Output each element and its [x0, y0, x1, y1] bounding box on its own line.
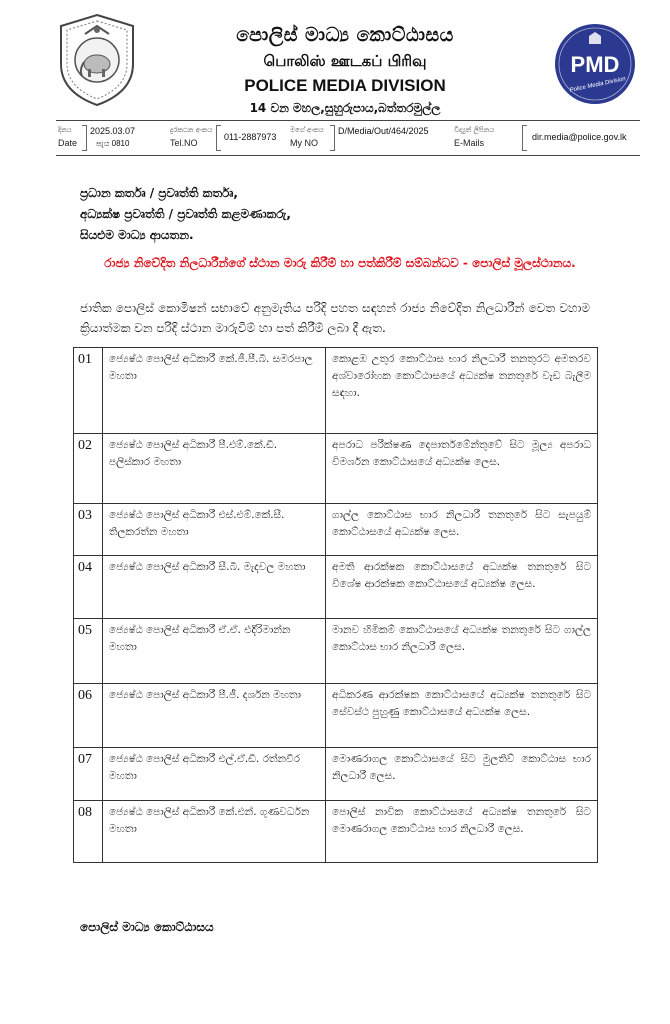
row-number: 01 — [74, 348, 103, 434]
table-row — [74, 348, 598, 434]
assignment-text: ගාල්ල කොට්ඨාස භාර නිලධාරී තනතුරේ සිට සැපයුම් කොට්ඨාසයේ අධ්‍යක්ෂ ලෙස. — [326, 504, 598, 556]
bracket-icon — [216, 125, 221, 151]
officer-name: ජ්‍යෙෂ්ඨ පොලිස් අධිකාරී එල්.ඒ.ඩී. රත්නවීර මහතා — [103, 748, 326, 801]
officer-name: ජ්‍යෙෂ්ඨ පොලිස් අධිකාරී සී.බී. මැදවල මහතා — [103, 556, 326, 619]
row-number: 08 — [74, 801, 103, 863]
table-row — [74, 556, 598, 619]
date-value: 2025.03.07 — [90, 126, 136, 136]
bracket-icon — [82, 125, 87, 151]
table-row — [74, 748, 598, 801]
bracket-icon — [330, 125, 335, 151]
row-number: 03 — [74, 504, 103, 556]
reference-info-bar — [56, 120, 640, 156]
email-label: විද්‍යුත් ලිපිනය E-Mails — [454, 126, 495, 148]
pmd-logo-text: PMD — [570, 52, 620, 77]
email-value: dir.media@police.gov.lk — [532, 132, 627, 142]
table-row — [74, 434, 598, 504]
table-row — [74, 619, 598, 684]
row-number: 07 — [74, 748, 103, 801]
table-row — [74, 684, 598, 748]
row-number: 06 — [74, 684, 103, 748]
pmd-logo — [553, 22, 637, 106]
time-value: පැය 0810 — [96, 139, 130, 148]
assignment-text: මානව හිමිකම් කොට්ඨාසයේ අධ්‍යක්ෂ තනතුරේ සිට ගාල්ල කොට්ඨාස භාර නිලධාරී ලෙස. — [326, 619, 598, 684]
transfers-table — [73, 347, 598, 863]
addressee-block — [80, 183, 291, 246]
table-row — [74, 801, 598, 863]
addressee-line: සියළුම මාධ්‍ය ආයතන. — [80, 228, 194, 242]
footer-signature: පොලිස් මාධ්‍ය කොට්ඨාසය — [80, 920, 214, 934]
row-number: 02 — [74, 434, 103, 504]
officer-name: ජ්‍යෙෂ්ඨ පොලිස් අධිකාරී කේ.ජී.පී.බී. සමරපාල මහතා — [103, 348, 326, 434]
tel-label: දුරකථන අංකය Tel.NO — [170, 126, 213, 148]
my-no-value: D/Media/Out/464/2025 — [338, 126, 429, 136]
tel-value: 011-2887973 — [224, 132, 277, 142]
officer-name: ජ්‍යෙෂ්ඨ පොලිස් අධිකාරී ඒ.ඒ. එදිරිමාන්න මහතා — [103, 619, 326, 684]
pmd-logo-subtext: Police Media Division — [569, 76, 627, 94]
table-row — [74, 504, 598, 556]
assignment-text: අමති ආරක්ෂක කොට්ඨාසයේ අධ්‍යක්ෂ තනතුරේ සිට විශේෂ ආරක්ෂක කොට්ඨාසයේ අධ්‍යක්ෂ ලෙස. — [326, 556, 598, 619]
assignment-text: මොණරාගල කොට්ඨාසයේ සිට මුලතිව් කොට්ඨාස භාර නිලධාරී ලෙස. — [326, 748, 598, 801]
title-sinhala: පොලිස් මාධ්‍ය කොට්ඨාසය — [236, 24, 454, 46]
officer-name: ජ්‍යෙෂ්ඨ පොලිස් අධිකාරී පී.ජී. දර්ශන මහතා — [103, 684, 326, 748]
officer-name: ජ්‍යෙෂ්ඨ පොලිස් අධිකාරී පී.එම්.කේ.ඩී. පලිස්කාර මහතා — [103, 434, 326, 504]
bracket-icon — [522, 125, 527, 151]
addressee-line: අධ්‍යක්ෂ ප්‍රවෘත්ති / ප්‍රවෘත්ති කළමණාකරු, — [80, 207, 291, 221]
assignment-text: අධිකරණ ආරක්ෂක කොට්ඨාසයේ අධ්‍යක්ෂ තනතුරේ සිට සේවස්ථ පුහුණු කොට්ඨාසයේ අධ්‍යක්ෂ ලෙස. — [326, 684, 598, 748]
officer-name: ජ්‍යෙෂ්ඨ පොලිස් අධිකාරී එස්.එම්.කේ.සී. තිලකරත්න මහතා — [103, 504, 326, 556]
police-emblem — [55, 12, 139, 108]
letterhead-titles — [150, 22, 540, 116]
assignment-text: කොළඹ උතුර කොට්ඨාස භාර නිලධාරී තනතුරට අමතරව අශ්වාරෝහක කොට්ඨාසයේ අධ්‍යක්ෂ තනතුරේ වැඩ බැලීම සඳහා. — [326, 348, 598, 434]
assignment-text: පොලිස් නාවික කොට්ඨාසයේ අධ්‍යක්ෂ තනතුරේ සිට මොණරාගල කොට්ඨාස භාර නිලධාරී ලෙස. — [326, 801, 598, 863]
officer-name: ජ්‍යෙෂ්ඨ පොලිස් අධිකාරී කේ.එන්. ගුණවර්ධන මහතා — [103, 801, 326, 863]
row-number: 05 — [74, 619, 103, 684]
my-no-label: මගේ අංකය My NO — [290, 126, 324, 148]
row-number: 04 — [74, 556, 103, 619]
assignment-text: අපරාධ පරීක්ෂණ දෙපාර්තමේන්තුවේ සිට මූල්‍ය අපරාධ විමර්ශන කොට්ඨාසයේ අධ්‍යක්ෂ ලෙස. — [326, 434, 598, 504]
title-tamil: பொலிஸ் ஊடகப் பிரிவு — [263, 52, 427, 70]
office-address: 14 වන මහල,සුහුරුපාය,බත්තරමුල්ල — [249, 101, 441, 115]
addressee-line: ප්‍රධාන කර්තෘ / ප්‍රවෘත්ති කර්තෘ, — [80, 186, 238, 200]
subject-heading: රාජ්‍ය නිවේදිත නිලධාරීන්ගේ ස්ථාන මාරු කිරීම් හා පත්කිරීම් සම්බන්ධව - පොලිස් මූලස්ථානය. — [104, 256, 576, 270]
intro-paragraph: ජාතික පොලිස් කොමිෂන් සභාවේ අනුමැතිය පරිදි පහත සඳහන් රාජ්‍ය නිවේදිත නිලධාරීන් වෙත වහාම ක්‍රියාත්මක වන පරිදි ස්ථාන මාරුවීම් හා පත් කිරීම් ලබා දී ඇත. — [80, 301, 590, 335]
title-english: POLICE MEDIA DIVISION — [244, 76, 446, 95]
date-label: දිනය Date — [58, 126, 78, 148]
